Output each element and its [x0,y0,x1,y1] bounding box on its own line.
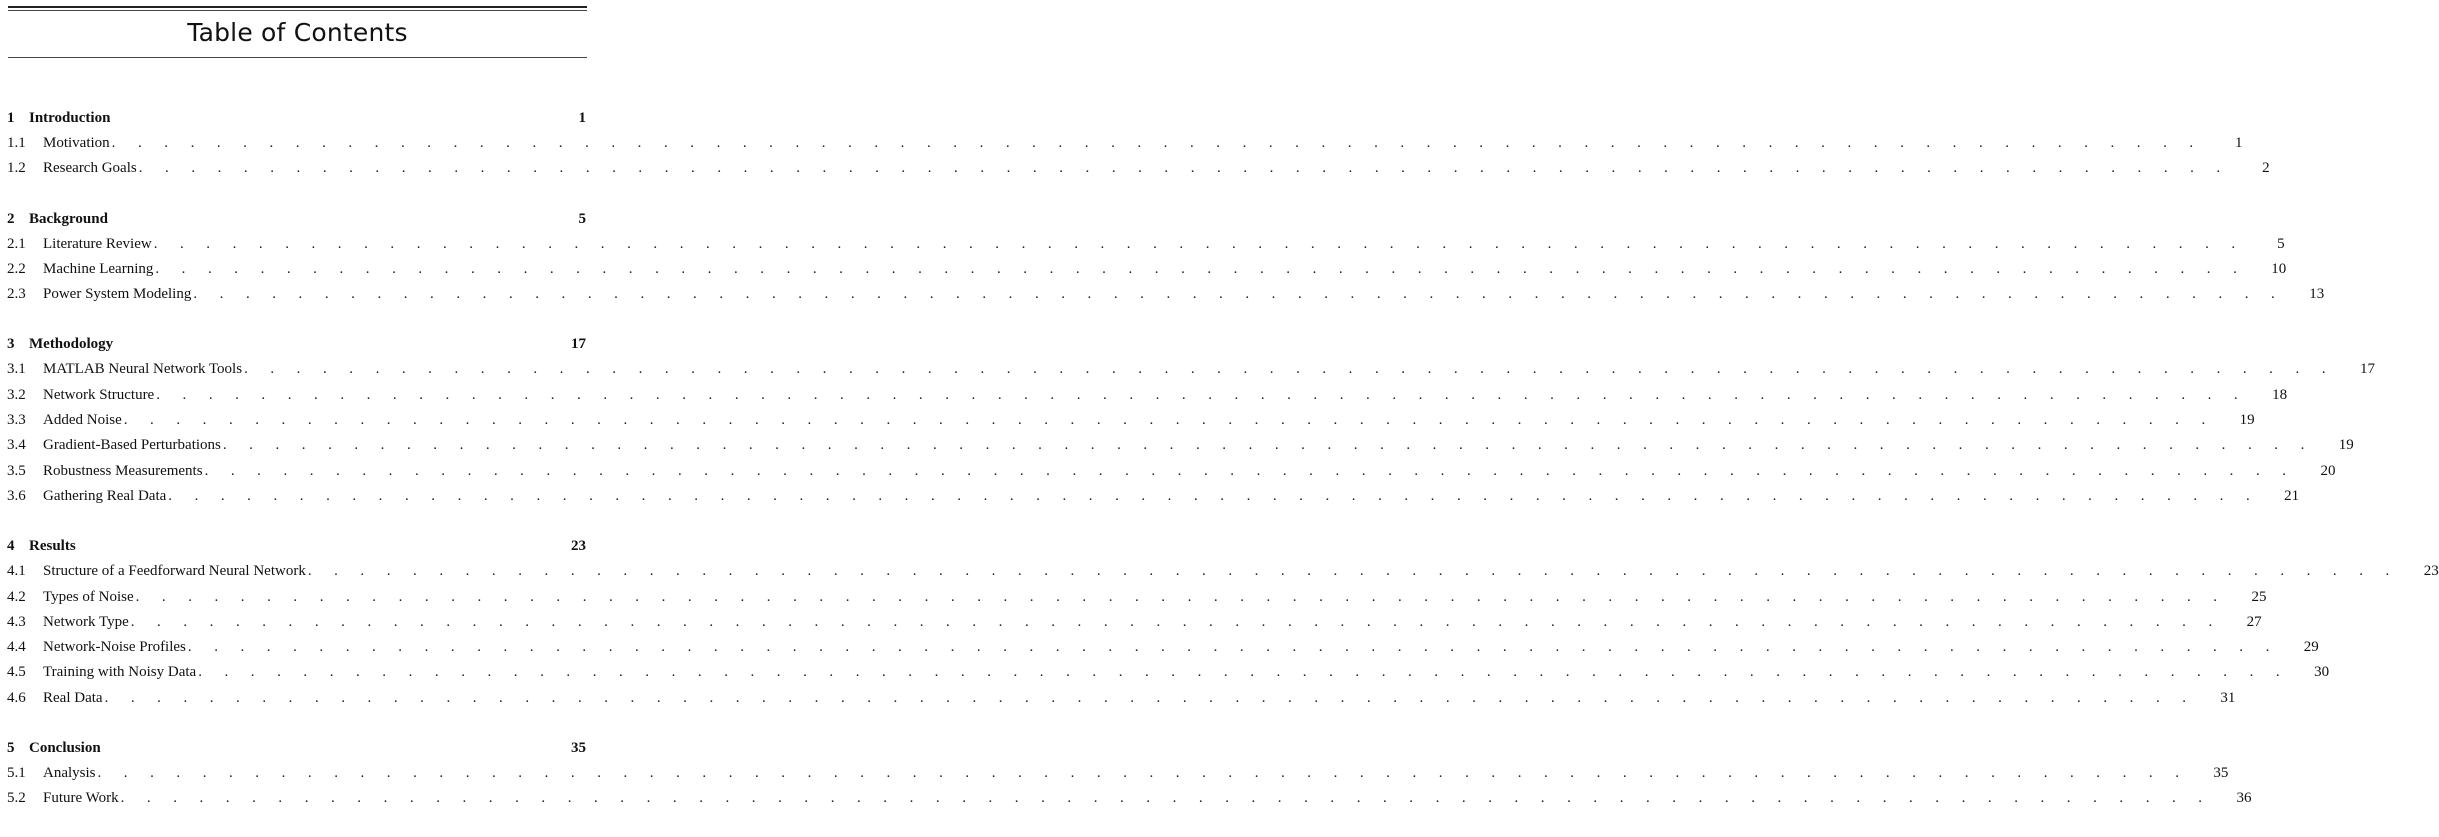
dot-leader: . . . . . . . . . . . . . . . . . . . . . . . . . . . . . . . . . . . . . . . . . . . . . . . . . . . . . . . . . . . . . . . . . . . . . . . . . . . . . . . . [120,790,2212,807]
section-title: Research Goals [43,156,139,181]
section-title: MATLAB Neural Network Tools [43,357,244,382]
section-number: 4.2 [7,588,26,605]
dot-leader: . . . . . . . . . . . . . . . . . . . . . . . . . . . . . . . . . . . . . . . . . . . . . . . . . . . . . . . . . . . . . . . . . . . . . . . . . . . . . . . . [153,235,2245,252]
section-number: 5.2 [7,790,26,807]
section-entry[interactable] [7,686,2236,711]
section-number: 1.2 [7,160,26,177]
chapter-block [7,332,2375,509]
section-entry[interactable] [7,660,2330,685]
section-entry[interactable] [7,585,2267,610]
section-title: Power System Modeling [43,282,193,307]
section-entry[interactable] [7,484,2300,509]
section-page: 29 [2303,639,2319,656]
dot-leader: . . . . . . . . . . . . . . . . . . . . . . . . . . . . . . . . . . . . . . . . . . . . . . . . . . . . . . . . . . . . . . . . . . . . . . . . . . . . . . . . [156,386,2248,403]
section-page: 35 [2213,765,2229,782]
chapter-page: 17 [571,336,586,353]
section-number: 5.1 [7,765,26,782]
dot-leader: . . . . . . . . . . . . . . . . . . . . . . . . . . . . . . . . . . . . . . . . . . . . . . . . . . . . . . . . . . . . . . . . . . . . . . . . . . . . . . . . [155,260,2247,277]
chapter-title: Conclusion [29,740,101,757]
section-page: 19 [2239,412,2255,429]
section-entry[interactable] [7,357,2375,382]
chapter-page: 35 [571,740,586,757]
section-title: Network Structure [43,383,156,408]
section-title: Motivation [43,131,112,156]
section-number: 3.5 [7,462,26,479]
chapter-page: 1 [578,110,586,126]
section-title: Robustness Measurements [43,459,205,484]
section-number: 3.3 [7,412,26,429]
section-entry[interactable] [7,559,2439,584]
section-title: Gathering Real Data [43,484,168,509]
chapter-block [7,534,2439,711]
section-page: 1 [2235,135,2243,151]
section-number: 4.6 [7,689,26,706]
section-page: 13 [2309,286,2325,303]
table-of-contents [7,106,2439,837]
section-entry[interactable] [7,459,2336,484]
section-entry[interactable] [7,232,2285,257]
section-entry[interactable] [7,761,2229,786]
section-number: 2.2 [7,260,26,277]
section-title: Literature Review [43,232,154,257]
section-number: 3.2 [7,386,26,403]
section-page: 20 [2320,462,2336,479]
section-title: Added Noise [43,408,124,433]
dot-leader: . . . . . . . . . . . . . . . . . . . . . . . . . . . . . . . . . . . . . . . . . . . . . . . . . . . . . . . . . . . . . . . . . . . . . . . . . . . . . . . . [244,361,2335,378]
chapter-number: 2 [7,210,15,227]
section-title: Gradient-Based Perturbations [43,433,223,458]
section-entry[interactable] [7,383,2288,408]
section-number: 4.5 [7,664,26,681]
chapter-number: 1 [7,110,15,126]
section-entry[interactable] [7,282,2325,307]
section-title: Real Data [43,686,105,711]
section-entry[interactable] [7,635,2319,660]
section-number: 3.4 [7,437,26,454]
chapter-title: Introduction [29,110,111,126]
top-rule-thin [8,10,587,11]
chapter-block [7,207,2325,308]
chapter-block [7,736,2252,812]
section-title: Training with Noisy Data [43,660,198,685]
section-page: 27 [2246,613,2262,630]
section-entry[interactable] [7,408,2255,433]
dot-leader: . . . . . . . . . . . . . . . . . . . . . . . . . . . . . . . . . . . . . . . . . . . . . . . . . . . . . . . . . . . . . . . . . . . . . . . . . . . . . . . . [187,639,2279,656]
dot-leader: . . . . . . . . . . . . . . . . . . . . . . . . . . . . . . . . . . . . . . . . . . . . . . . . . . . . . . . . . . . . . . . . . . . . . . . . . . . . . . . . [111,135,2203,151]
page-title: Table of Contents [187,18,408,47]
dot-leader: . . . . . . . . . . . . . . . . . . . . . . . . . . . . . . . . . . . . . . . . . . . . . . . . . . . . . . . . . . . . . . . . . . . . . . . . . . . . . . . . [168,487,2260,504]
chapter-block [7,106,2270,182]
section-page: 19 [2338,437,2354,454]
chapter-title: Results [29,538,76,555]
title-rule [8,57,587,58]
dot-leader: . . . . . . . . . . . . . . . . . . . . . . . . . . . . . . . . . . . . . . . . . . . . . . . . . . . . . . . . . . . . . . . . . . . . . . . . . . . . . . . . [193,286,2285,303]
section-number: 2.3 [7,286,26,303]
section-title: Network Type [43,610,131,635]
section-number: 3.6 [7,487,26,504]
chapter-number: 4 [7,538,15,555]
section-page: 25 [2251,588,2267,605]
chapter-page: 5 [578,210,586,227]
chapter-page: 23 [571,538,586,555]
dot-leader: . . . . . . . . . . . . . . . . . . . . . . . . . . . . . . . . . . . . . . . . . . . . . . . . . . . . . . . . . . . . . . . . . . . . . . . . . . . . . . . . [222,437,2314,454]
section-number: 4.1 [7,563,26,580]
section-page: 5 [2277,235,2285,252]
dot-leader: . . . . . . . . . . . . . . . . . . . . . . . . . . . . . . . . . . . . . . . . . . . . . . . . . . . . . . . . . . . . . . . . . . . . . . . . . . . . . . . . [204,462,2296,479]
section-title: Types of Noise [43,585,136,610]
dot-leader: . . . . . . . . . . . . . . . . . . . . . . . . . . . . . . . . . . . . . . . . . . . . . . . . . . . . . . . . . . . . . . . . . . . . . . . . . . . . . . . . [104,689,2196,706]
dot-leader: . . . . . . . . . . . . . . . . . . . . . . . . . . . . . . . . . . . . . . . . . . . . . . . . . . . . . . . . . . . . . . . . . . . . . . . . . . . . . . . . [97,765,2189,782]
section-entry[interactable] [7,610,2262,635]
section-page: 17 [2359,361,2375,378]
chapter-number: 5 [7,740,15,757]
dot-leader: . . . . . . . . . . . . . . . . . . . . . . . . . . . . . . . . . . . . . . . . . . . . . . . . . . . . . . . . . . . . . . . . . . . . . . . . . . . . . . . . [123,412,2215,429]
section-page: 31 [2220,689,2236,706]
dot-leader: . . . . . . . . . . . . . . . . . . . . . . . . . . . . . . . . . . . . . . . . . . . . . . . . . . . . . . . . . . . . . . . . . . . . . . . . . . . . . . . . [135,588,2227,605]
chapter-title: Methodology [29,336,114,353]
chapter-entry[interactable] [7,736,586,761]
dot-leader: . . . . . . . . . . . . . . . . . . . . . . . . . . . . . . . . . . . . . . . . . . . . . . . . . . . . . . . . . . . . . . . . . . . . . . . . . . . . . . . . [307,563,2399,580]
section-entry[interactable] [7,786,2252,811]
section-title: Network-Noise Profiles [43,635,188,660]
section-title: Future Work [43,786,121,811]
section-page: 10 [2271,260,2287,277]
section-title: Structure of a Feedforward Neural Network [43,559,308,584]
chapter-entry[interactable] [7,332,586,357]
chapter-entry[interactable] [7,106,586,131]
section-page: 36 [2236,790,2252,807]
section-title: Analysis [43,761,98,786]
section-number: 4.4 [7,639,26,656]
dot-leader: . . . . . . . . . . . . . . . . . . . . . . . . . . . . . . . . . . . . . . . . . . . . . . . . . . . . . . . . . . . . . . . . . . . . . . . . . . . . . . . . [130,613,2222,630]
dot-leader: . . . . . . . . . . . . . . . . . . . . . . . . . . . . . . . . . . . . . . . . . . . . . . . . . . . . . . . . . . . . . . . . . . . . . . . . . . . . . . . . [138,160,2230,177]
top-rule [8,6,587,8]
section-number: 4.3 [7,613,26,630]
section-page: 21 [2284,487,2300,504]
section-page: 18 [2272,386,2288,403]
section-entry[interactable] [7,257,2287,282]
section-number: 3.1 [7,361,26,378]
section-number: 2.1 [7,235,26,252]
section-page: 2 [2262,160,2270,177]
section-entry[interactable] [7,433,2354,458]
section-entry[interactable] [7,131,2243,156]
section-entry[interactable] [7,156,2270,181]
section-page: 30 [2314,664,2330,681]
section-number: 1.1 [7,135,26,151]
chapter-entry[interactable] [7,534,586,559]
chapter-title: Background [29,210,108,227]
dot-leader: . . . . . . . . . . . . . . . . . . . . . . . . . . . . . . . . . . . . . . . . . . . . . . . . . . . . . . . . . . . . . . . . . . . . . . . . . . . . . . . . [198,664,2290,681]
chapter-number: 3 [7,336,15,353]
chapter-entry[interactable] [7,207,586,232]
section-page: 23 [2423,563,2439,580]
section-title: Machine Learning [43,257,155,282]
